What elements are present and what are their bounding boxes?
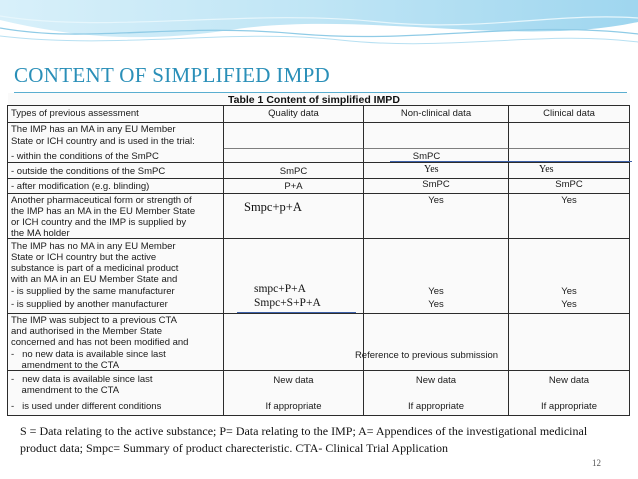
header-assessment-type: Types of previous assessment (11, 108, 139, 119)
annotation-yes-clinical: Yes (539, 164, 554, 175)
row-after-nonclinical: SmPC (422, 179, 450, 190)
row-different-conditions-label: - is used under different conditions (11, 401, 162, 412)
row-new-data-clinical: New data (548, 375, 590, 386)
row-another-manufacturer-label: - is supplied by another manufacturer (11, 299, 168, 310)
row-ma-intro-line1: The IMP has an MA in any EU Member (11, 124, 176, 135)
annotation-smpc-p-a: Smpc+p+A (244, 200, 302, 214)
row-same-manufacturer-clinical: Yes (561, 286, 577, 297)
row-after-clinical: SmPC (555, 179, 583, 190)
row-no-new-data-line1: - no new data is available since last (11, 349, 166, 360)
row-after-quality: P+A (284, 181, 303, 192)
row-different-quality: If appropriate (265, 401, 322, 412)
annotation-same-manufacturer: smpc+P+A (254, 283, 306, 295)
row-no-ma-line3: substance is part of a medicinal product (11, 263, 179, 274)
header-quality-data: Quality data (268, 108, 319, 119)
row-another-form-clinical: Yes (561, 195, 577, 206)
row-no-ma-line2: State or ICH country but the active (11, 252, 157, 263)
row-another-form-line1: Another pharmaceutical form or strength of (11, 195, 192, 206)
row-outside-quality: SmPC (279, 166, 308, 177)
row-same-manufacturer-label: - is supplied by the same manufacturer (11, 286, 175, 297)
annotation-other-manufacturer: Smpc+S+P+A (254, 297, 321, 309)
row-another-manufacturer-nonclinical: Yes (428, 299, 444, 310)
row-within-smpc-label: - within the conditions of the SmPC (11, 151, 159, 162)
row-no-ma-line4: with an MA in an EU Member State and (11, 274, 178, 285)
row-another-form-nonclinical: Yes (428, 195, 444, 206)
row-no-ma-line1: The IMP has no MA in any EU Member (11, 241, 176, 252)
slide-title: CONTENT OF SIMPLIFIED IMPD (14, 63, 331, 87)
row-another-form-line2: the IMP has an MA in the EU Member State (11, 206, 196, 217)
row-new-data-nonclinical: New data (415, 375, 457, 386)
table-caption: Table 1 Content of simplified IMPD (228, 94, 400, 106)
row-within-smpc-value: SmPC (412, 151, 441, 162)
row-another-manufacturer-clinical: Yes (561, 299, 577, 310)
row-outside-smpc-label: - outside the conditions of the SmPC (11, 166, 166, 177)
row-cta-line1: The IMP was subject to a previous CTA (11, 315, 177, 326)
row-another-form-line4: the MA holder (11, 228, 70, 239)
annotation-yes-nonclinical: Yes (424, 164, 439, 175)
abbreviations-footnote: S = Data relating to the active substance; P= Data relating to the IMP; A= Appendices of the investigational medicinal product data; Smpc= Summary of product charecteristic. CTA- Clinical Trial Application (20, 424, 588, 455)
row-same-manufacturer-nonclinical: Yes (428, 286, 444, 297)
row-no-new-data-value: Reference to previous submission (354, 350, 499, 361)
row-cta-line2: and authorised in the Member State (11, 326, 163, 337)
row-new-data-line1: - new data is available since last (11, 374, 153, 385)
page-number: 12 (592, 458, 601, 468)
row-different-clinical: If appropriate (541, 401, 597, 412)
row-cta-line3: concerned and has not been modified and (11, 337, 189, 348)
row-after-modification-label: - after modification (e.g. blinding) (11, 181, 150, 192)
row-new-data-quality: New data (273, 375, 314, 386)
row-new-data-line2: amendment to the CTA (11, 385, 120, 396)
row-no-new-data-line2: amendment to the CTA (11, 360, 120, 371)
row-another-form-line3: or ICH country and the IMP is supplied by (11, 217, 187, 228)
header-clinical-data: Clinical data (543, 108, 595, 119)
header-nonclinical-data: Non-clinical data (400, 108, 472, 119)
row-ma-intro-line2: State or ICH country and is used in the trial: (11, 136, 195, 147)
row-different-nonclinical: If appropriate (408, 401, 464, 412)
